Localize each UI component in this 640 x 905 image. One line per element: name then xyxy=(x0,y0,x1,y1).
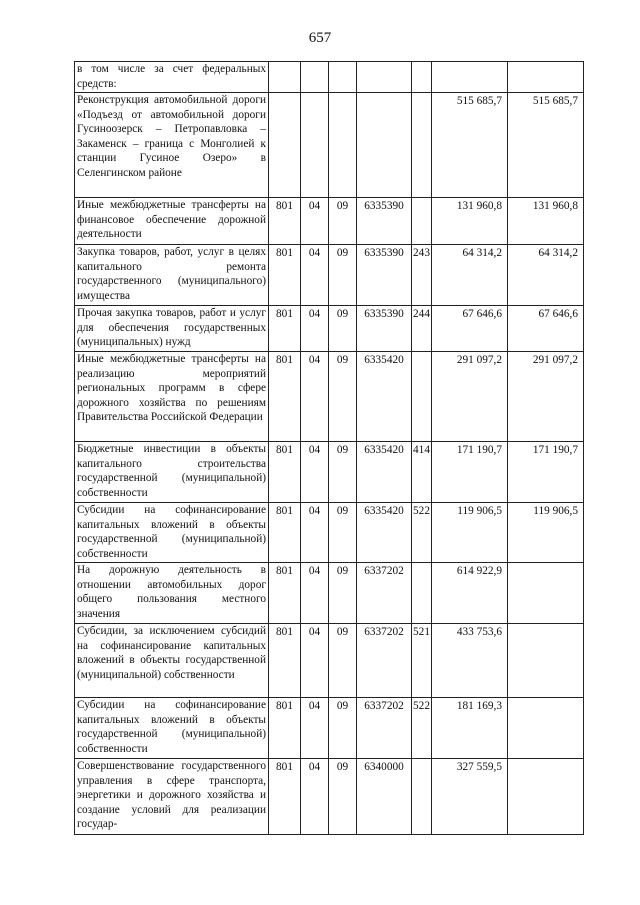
amount-total: 171 190,7 xyxy=(432,442,508,503)
section-code: 04 xyxy=(301,503,329,563)
amount-federal xyxy=(508,624,584,698)
table-row xyxy=(75,306,584,352)
budget-table xyxy=(74,61,584,835)
expense-type-code: 521 xyxy=(412,624,432,698)
row-description: Иные межбюджетные трансферты на финансовое обеспечение дорожной деятельности xyxy=(75,198,269,245)
subsection-code: 09 xyxy=(329,563,357,624)
subsection-code xyxy=(329,93,357,198)
section-code: 04 xyxy=(301,624,329,698)
ministry-code xyxy=(269,93,301,198)
ministry-code: 801 xyxy=(269,442,301,503)
row-description: Субсидии на софинансирование капитальных вложений в объекты государственной (муниципальной) собственности xyxy=(75,503,269,563)
target-article-code: 6337202 xyxy=(357,698,412,759)
subsection-code: 09 xyxy=(329,503,357,563)
expense-type-code xyxy=(412,93,432,198)
target-article-code: 6337202 xyxy=(357,624,412,698)
section-code: 04 xyxy=(301,198,329,245)
amount-federal: 291 097,2 xyxy=(508,352,584,442)
table-row xyxy=(75,245,584,306)
amount-total: 433 753,6 xyxy=(432,624,508,698)
target-article-code: 6335390 xyxy=(357,245,412,306)
amount-federal: 171 190,7 xyxy=(508,442,584,503)
amount-federal: 515 685,7 xyxy=(508,93,584,198)
ministry-code xyxy=(269,62,301,93)
subsection-code: 09 xyxy=(329,698,357,759)
ministry-code: 801 xyxy=(269,245,301,306)
target-article-code: 6337202 xyxy=(357,563,412,624)
ministry-code: 801 xyxy=(269,306,301,352)
target-article-code xyxy=(357,93,412,198)
target-article-code xyxy=(357,62,412,93)
row-description: Иные межбюджетные трансферты на реализацию мероприятий региональных программ в сфере дорожного хозяйства по решениям Правительства Российской Федерации xyxy=(75,352,269,442)
expense-type-code: 522 xyxy=(412,698,432,759)
amount-federal: 64 314,2 xyxy=(508,245,584,306)
row-description: Реконструкция автомобильной дороги «Подъезд от автомобильной дороги Гусиноозерск – Петропавловка – Закаменск – граница с Монголией к станции Гусиное Озеро» в Селенгинском районе xyxy=(75,93,269,198)
amount-total: 67 646,6 xyxy=(432,306,508,352)
target-article-code: 6335390 xyxy=(357,198,412,245)
subsection-code: 09 xyxy=(329,306,357,352)
row-description: На дорожную деятельность в отношении автомобильных дорог общего пользования местного значения xyxy=(75,563,269,624)
row-description: Закупка товаров, работ, услуг в целях капитального ремонта государственного (муниципального) имущества xyxy=(75,245,269,306)
amount-total: 64 314,2 xyxy=(432,245,508,306)
amount-federal: 119 906,5 xyxy=(508,503,584,563)
row-description: Субсидии на софинансирование капитальных вложений в объекты государственной (муниципальной) собственности xyxy=(75,698,269,759)
amount-total: 515 685,7 xyxy=(432,93,508,198)
table-row xyxy=(75,759,584,835)
expense-type-code: 522 xyxy=(412,503,432,563)
amount-federal: 67 646,6 xyxy=(508,306,584,352)
subsection-code: 09 xyxy=(329,198,357,245)
table-row xyxy=(75,352,584,442)
target-article-code: 6335390 xyxy=(357,306,412,352)
table-row xyxy=(75,698,584,759)
table-row xyxy=(75,93,584,198)
section-code: 04 xyxy=(301,563,329,624)
expense-type-code xyxy=(412,759,432,835)
amount-total: 181 169,3 xyxy=(432,698,508,759)
expense-type-code: 414 xyxy=(412,442,432,503)
amount-total: 131 960,8 xyxy=(432,198,508,245)
subsection-code: 09 xyxy=(329,245,357,306)
row-description: Прочая закупка товаров, работ и услуг для обеспечения государственных (муниципальных) нужд xyxy=(75,306,269,352)
table-row xyxy=(75,62,584,93)
subsection-code: 09 xyxy=(329,352,357,442)
subsection-code xyxy=(329,62,357,93)
ministry-code: 801 xyxy=(269,198,301,245)
page-number: 657 xyxy=(308,30,332,46)
row-description: Бюджетные инвестиции в объекты капитального строительства государственной (муниципальной) собственности xyxy=(75,442,269,503)
subsection-code: 09 xyxy=(329,442,357,503)
row-description: Субсидии, за исключением субсидий на софинансирование капитальных вложений в объекты государственной (муниципальной) собственности xyxy=(75,624,269,698)
expense-type-code xyxy=(412,352,432,442)
table-row xyxy=(75,442,584,503)
table-row xyxy=(75,503,584,563)
section-code: 04 xyxy=(301,698,329,759)
ministry-code: 801 xyxy=(269,624,301,698)
subsection-code: 09 xyxy=(329,624,357,698)
ministry-code: 801 xyxy=(269,563,301,624)
ministry-code: 801 xyxy=(269,698,301,759)
table-row xyxy=(75,198,584,245)
section-code: 04 xyxy=(301,352,329,442)
target-article-code: 6335420 xyxy=(357,352,412,442)
target-article-code: 6335420 xyxy=(357,503,412,563)
amount-federal xyxy=(508,62,584,93)
section-code: 04 xyxy=(301,306,329,352)
table-row xyxy=(75,563,584,624)
expense-type-code: 244 xyxy=(412,306,432,352)
section-code: 04 xyxy=(301,442,329,503)
amount-federal xyxy=(508,698,584,759)
amount-total: 614 922,9 xyxy=(432,563,508,624)
amount-total: 291 097,2 xyxy=(432,352,508,442)
amount-total xyxy=(432,62,508,93)
section-code: 04 xyxy=(301,759,329,835)
amount-federal xyxy=(508,563,584,624)
ministry-code: 801 xyxy=(269,352,301,442)
amount-federal: 131 960,8 xyxy=(508,198,584,245)
row-description: Совершенствование государственного управления в сфере транспорта, энергетики и дорожного хозяйства и создание условий для реализации государ- xyxy=(75,759,269,835)
amount-total: 327 559,5 xyxy=(432,759,508,835)
row-description: в том числе за счет федеральных средств: xyxy=(75,62,269,93)
amount-total: 119 906,5 xyxy=(432,503,508,563)
amount-federal xyxy=(508,759,584,835)
section-code xyxy=(301,93,329,198)
expense-type-code xyxy=(412,198,432,245)
target-article-code: 6340000 xyxy=(357,759,412,835)
target-article-code: 6335420 xyxy=(357,442,412,503)
expense-type-code xyxy=(412,563,432,624)
subsection-code: 09 xyxy=(329,759,357,835)
ministry-code: 801 xyxy=(269,503,301,563)
section-code: 04 xyxy=(301,245,329,306)
expense-type-code xyxy=(412,62,432,93)
expense-type-code: 243 xyxy=(412,245,432,306)
table-row xyxy=(75,624,584,698)
ministry-code: 801 xyxy=(269,759,301,835)
section-code xyxy=(301,62,329,93)
